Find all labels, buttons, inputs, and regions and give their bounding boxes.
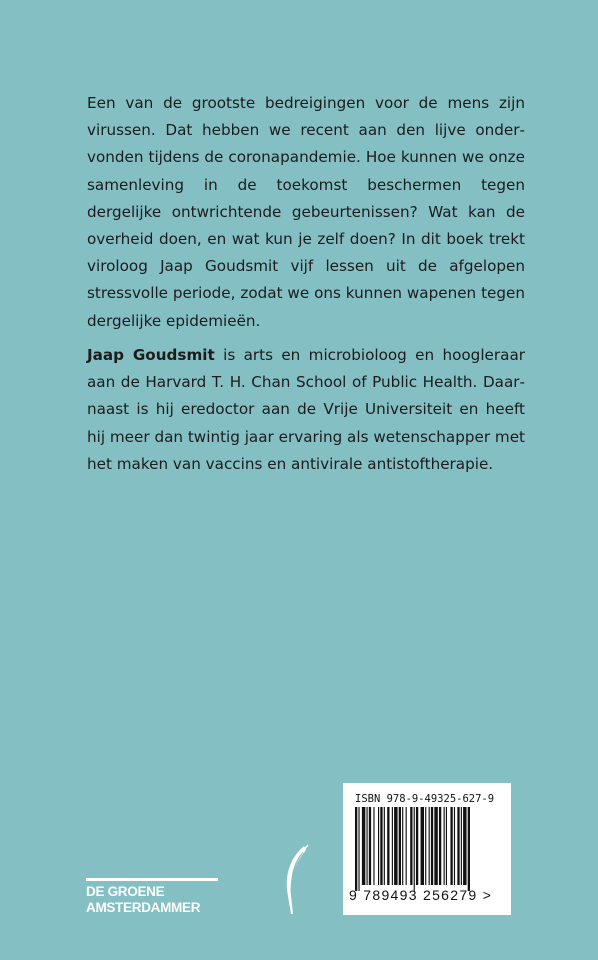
barcode-bars bbox=[353, 807, 503, 891]
logo-line-1: DE GROENE bbox=[86, 884, 165, 899]
isbn-label: ISBN 978-9-49325-627-9 bbox=[355, 793, 495, 805]
barcode-bar bbox=[402, 807, 403, 885]
barcode-bar bbox=[468, 807, 470, 891]
author-paragraph bbox=[87, 342, 525, 478]
barcode-bar bbox=[373, 807, 374, 885]
barcode-bar bbox=[367, 807, 368, 885]
logo-line-2: AMSTERDAMMER bbox=[86, 900, 201, 915]
barcode-bar bbox=[425, 807, 426, 885]
barcode-bar bbox=[380, 807, 382, 885]
barcode-box bbox=[343, 783, 511, 915]
barcode-bar bbox=[463, 807, 466, 885]
barcode-bar bbox=[406, 807, 407, 885]
barcode-bar bbox=[378, 807, 379, 885]
barcode-bar bbox=[444, 807, 445, 885]
barcode-bar bbox=[431, 807, 433, 885]
barcode-bar bbox=[369, 807, 371, 885]
quill-icon bbox=[278, 840, 312, 920]
barcode-bar bbox=[434, 807, 437, 885]
barcode-bar bbox=[429, 807, 430, 885]
barcode-bar bbox=[450, 807, 452, 885]
barcode-bar bbox=[392, 807, 393, 885]
barcode-bar bbox=[446, 807, 447, 885]
publisher-logo bbox=[86, 878, 218, 916]
ean-digits: 9 789493 256279 > bbox=[349, 887, 493, 903]
logo-bar bbox=[86, 878, 218, 881]
barcode-bar bbox=[394, 807, 397, 885]
barcode-bar bbox=[416, 807, 418, 885]
barcode-bar bbox=[384, 807, 385, 885]
barcode-bar bbox=[421, 807, 424, 885]
barcode-bar bbox=[410, 807, 412, 885]
barcode-bar bbox=[414, 807, 415, 891]
barcode-bar bbox=[461, 807, 462, 885]
barcode-bar bbox=[362, 807, 365, 885]
barcode-bar bbox=[358, 807, 359, 891]
barcode-bar bbox=[387, 807, 389, 885]
barcode-bar bbox=[457, 807, 459, 885]
author-name: Jaap Goudsmit bbox=[87, 346, 215, 364]
author-bio: is arts en microbioloog en hoogleraar aan de Harvard T. H. Chan School of Public Health. Daarnaast is hij eredoctor aan de Vrije Universiteit en heeft hij meer dan twintig jaar ervaring als wetenschapper met het maken van vaccins en antivirale antistoftherapie. bbox=[87, 346, 525, 473]
blurb-paragraph: Een van de grootste bedreigingen voor de mens zijn virussen. Dat hebben we recent aan den lijve ondervonden tijdens de coronapandemie. Hoe kunnen we onze samenleving in de toekomst beschermen tegen dergelijke ontwrichtende gebeurtenissen? Wat kan de overheid doen, en wat kun je zelf doen? In dit boek trekt viroloog Jaap Goudsmit vijf lessen uit de afgelopen stressvolle periode, zodat we ons kunnen wapenen tegen dergelijke epidemieën. bbox=[87, 94, 525, 330]
barcode-bar bbox=[355, 807, 357, 891]
barcode-bar bbox=[454, 807, 455, 885]
barcode-bar bbox=[439, 807, 441, 885]
barcode-bar bbox=[399, 807, 401, 885]
